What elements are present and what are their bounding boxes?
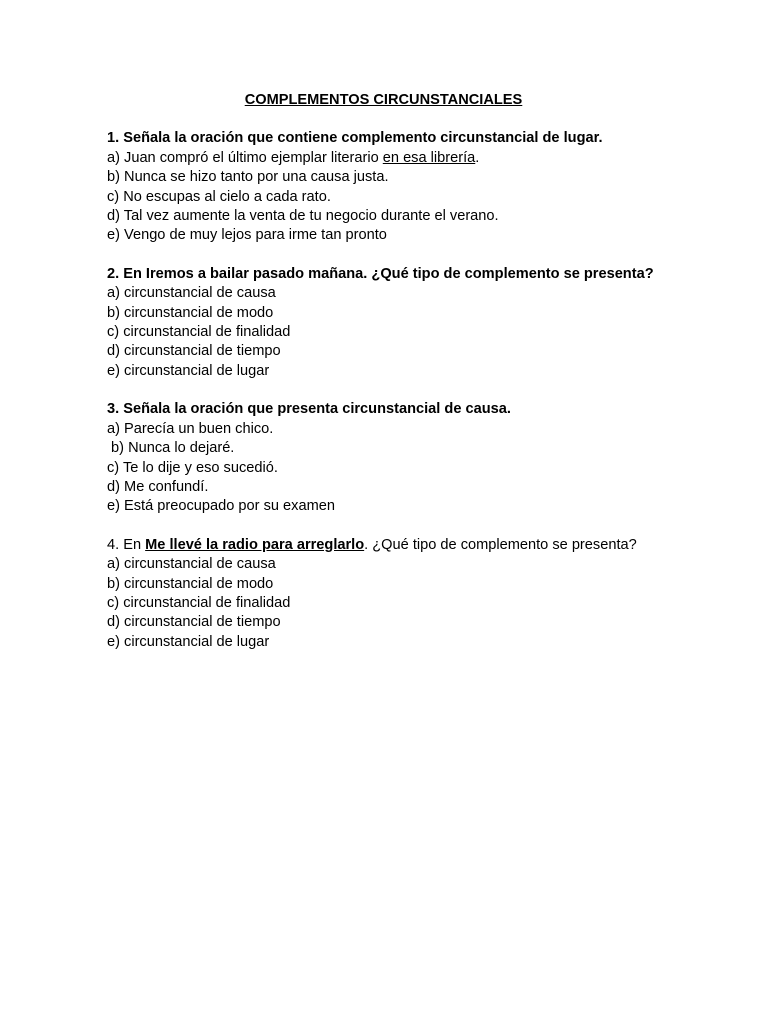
option-c: c) Te lo dije y eso sucedió. — [107, 459, 278, 476]
option-e: e) Vengo de muy lejos para irme tan pronto — [107, 227, 387, 244]
worksheet — [107, 91, 660, 671]
underlined-phrase: en esa librería — [382, 149, 476, 166]
option-e: e) circunstancial de lugar — [107, 633, 270, 650]
option-b: b) circunstancial de modo — [107, 575, 274, 592]
question-1 — [107, 129, 660, 245]
question-heading: 4. En Me llevé la radio para arreglarlo. ¿Qué tipo de complemento se presenta? — [107, 536, 637, 553]
option-b: b) Nunca se hizo tanto por una causa justa. — [107, 169, 389, 186]
quoted-sentence: Me llevé la radio para arreglarlo — [145, 536, 365, 553]
option-c: c) circunstancial de finalidad — [107, 324, 291, 341]
option-a: a) Juan compró el último ejemplar literario en esa librería. — [107, 149, 480, 166]
option-d: d) Tal vez aumente la venta de tu negocio durante el verano. — [107, 208, 499, 225]
option-b: b) circunstancial de modo — [107, 304, 274, 321]
question-2 — [107, 265, 660, 381]
option-c: c) No escupas al cielo a cada rato. — [107, 188, 331, 205]
option-a: a) Parecía un buen chico. — [107, 420, 274, 437]
option-d: d) circunstancial de tiempo — [107, 614, 281, 631]
question-4 — [107, 536, 660, 652]
question-heading: 3. Señala la oración que presenta circunstancial de causa. — [107, 401, 511, 418]
option-b: b) Nunca lo dejaré. — [107, 440, 235, 457]
option-a: a) circunstancial de causa — [107, 556, 276, 573]
question-heading: 2. En Iremos a bailar pasado mañana. ¿Qué tipo de complemento se presenta? — [107, 265, 654, 282]
option-e: e) Está preocupado por su examen — [107, 498, 335, 515]
option-a: a) circunstancial de causa — [107, 285, 276, 302]
question-heading: 1. Señala la oración que contiene complemento circunstancial de lugar. — [107, 130, 603, 147]
question-3 — [107, 400, 660, 516]
option-d: d) circunstancial de tiempo — [107, 343, 281, 360]
page-title: COMPLEMENTOS CIRCUNSTANCIALES — [244, 92, 523, 108]
option-d: d) Me confundí. — [107, 478, 209, 495]
option-e: e) circunstancial de lugar — [107, 362, 270, 379]
option-c: c) circunstancial de finalidad — [107, 594, 291, 611]
